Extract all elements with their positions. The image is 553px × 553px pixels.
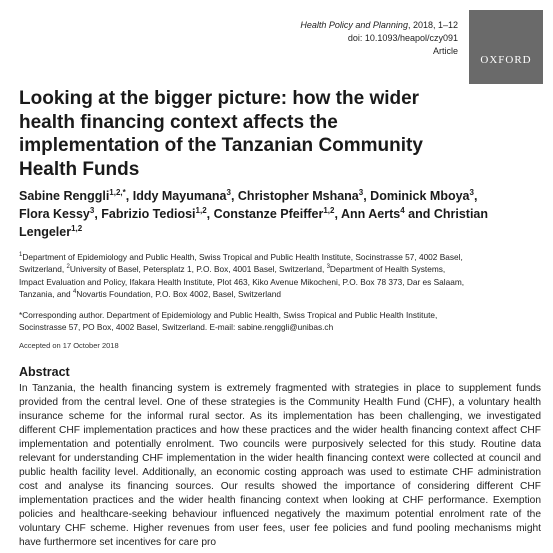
author-list (19, 187, 489, 241)
author-separator: , (94, 207, 102, 221)
author-affiliation-marker: 3 (226, 187, 231, 197)
author (238, 189, 363, 203)
author-separator: , (230, 189, 238, 203)
journal-header (300, 19, 458, 58)
oxford-logo (469, 10, 543, 84)
affiliation-text: Department of Health Systems, Impact Evaluation and Policy, Ifakara Health Institute, Plot 463, Kiko Avenue Mikocheni, P.O. Box 78 373, Dar es Salaam, Tanzania, and (19, 264, 465, 299)
author-separator: , (473, 189, 478, 203)
author-name: Flora Kessy (19, 207, 90, 221)
author (19, 207, 94, 221)
author-affiliation-marker: 1,2 (71, 223, 83, 233)
author (19, 189, 126, 203)
author-affiliation-marker: 1,2 (195, 205, 207, 215)
author-affiliation-marker: 1,2 (323, 205, 335, 215)
journal-details: , 2018, 1–12 (407, 20, 458, 30)
affiliation-number: 4 (72, 289, 77, 296)
author (214, 207, 335, 221)
affiliation-number: 3 (326, 264, 330, 271)
author-affiliation-marker: 3 (358, 187, 364, 197)
journal-name: Health Policy and Planning (300, 20, 408, 30)
author-separator: , (125, 189, 133, 203)
author (370, 189, 474, 203)
author (133, 189, 231, 203)
affiliations (19, 251, 469, 300)
author-name: Sabine Renggli (19, 189, 110, 203)
journal-citation (300, 19, 458, 32)
author-separator: , (206, 207, 214, 221)
author (101, 207, 206, 221)
abstract-heading: Abstract (19, 365, 70, 379)
affiliation-text: Department of Epidemiology and Public Health, Swiss Tropical and Public Health Institute, Socinstrasse 57, 4002 Basel, Switzerland, (19, 252, 463, 275)
author-name: Fabrizio Tediosi (101, 207, 196, 221)
author-separator: and (404, 207, 434, 221)
author (341, 207, 405, 221)
affiliation-text: University of Basel, Petersplatz 1, P.O. Box, 4001 Basel, Switzerland, (69, 264, 327, 275)
affiliation-number: 1 (19, 252, 23, 259)
author-name: Dominick Mboya (370, 189, 470, 203)
article-title: Looking at the bigger picture: how the wider health financing context affects the implementation of the Tanzanian Community Health Funds (19, 88, 423, 180)
author-affiliation-marker: 3 (89, 205, 95, 215)
accepted-date: Accepted on 17 October 2018 (19, 341, 119, 350)
logo-text: OXFORD (480, 54, 532, 66)
author-separator: , (334, 207, 341, 221)
author-affiliation-marker: 4 (400, 205, 405, 215)
author-affiliation-marker: 3 (469, 187, 474, 197)
abstract-body: In Tanzania, the health financing system is extremely fragmented with strategies in place to supplement funds provided from the central level. One of these strategies is the Community Health Fund (CHF), a voluntary health insurance scheme for the informal rural sector. As its implementation has been challenging, we investigated different CHF implementation practices and how these practices and the wider health financing context affect CHF implementation and potentially enrolment. Two councils were purposively selected for this study. Routine data relevant for understanding CHF implementation in the wider health financing context were collected at council and public health facility level. Additionally, an economic costing approach was used to estimate CHF administration cost and analyse its financing sources. Our results showed the importance of considering different CHF implementation practices and the wider health financing context when looking at CHF performance. Exemption policies and healthcare-seeking behaviour influenced negatively the maximum potential enrolment rate of the voluntary CHF scheme. Higher revenues from user fees, user fee policies and fund pooling mechanisms might have furthermore set incentives for care pro (19, 383, 541, 548)
author-affiliation-marker: 1,2, (109, 187, 123, 197)
affiliation-number: 2 (66, 264, 70, 271)
author-name: Christopher Mshana (237, 189, 359, 203)
corresponding-marker: * (122, 187, 126, 197)
corresponding-author: *Corresponding author. Department of Epidemiology and Public Health, Swiss Tropical and Public Health Institute, Socinstrasse 57, PO Box, 4002 Basel, Switzerland. E-mail: sabine.renggli@unibas.ch (19, 310, 438, 333)
author-name: Ann Aerts (340, 207, 401, 221)
author-name: Constanze Pfeiffer (213, 207, 324, 221)
affiliation-text: Novartis Foundation, P.O. Box 4002, Basel, Switzerland (76, 288, 281, 299)
article-type: Article (432, 46, 458, 56)
author-separator: , (363, 189, 371, 203)
journal-doi: doi: 10.1093/heapol/czy091 (347, 33, 458, 43)
author-name: Christian Lengeler (19, 207, 489, 239)
author-name: Iddy Mayumana (132, 189, 227, 203)
